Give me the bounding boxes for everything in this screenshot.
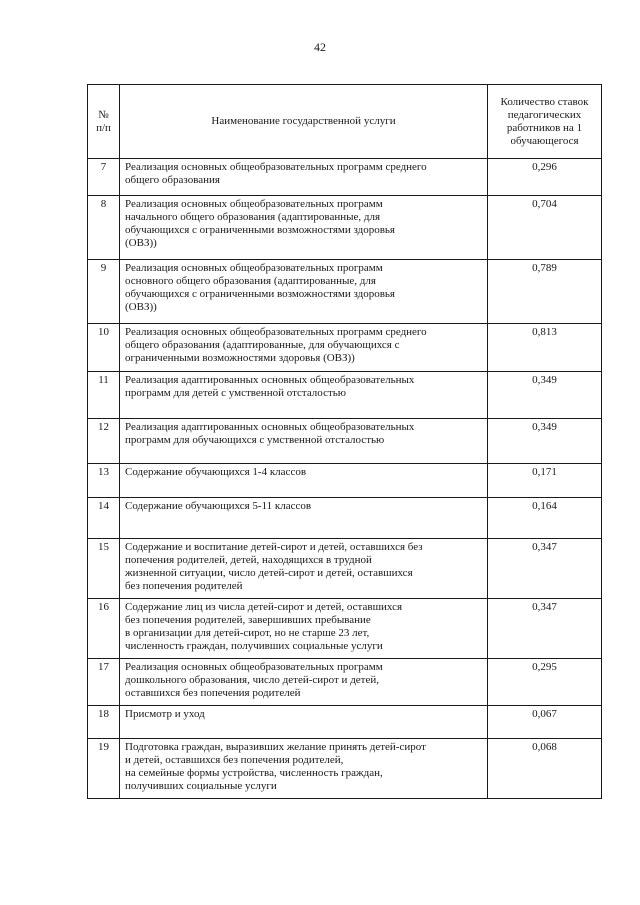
services-table xyxy=(87,84,602,799)
staff-rate-value: 0,347 xyxy=(488,599,602,659)
staff-rate-value: 0,347 xyxy=(488,539,602,599)
header-staff-rate: Количество ставок педагогических работников на 1 обучающегося xyxy=(488,85,602,159)
table-row xyxy=(88,372,602,419)
row-number: 18 xyxy=(88,706,120,739)
table-row xyxy=(88,659,602,706)
table-row xyxy=(88,159,602,196)
service-name: Реализация основных общеобразовательных программ дошкольного образования, число детей-сирот и детей, оставшихся без попечения родителей xyxy=(120,659,488,706)
staff-rate-value: 0,349 xyxy=(488,419,602,464)
service-name: Присмотр и уход xyxy=(120,706,488,739)
table-row xyxy=(88,599,602,659)
page-number: 42 xyxy=(314,40,326,54)
staff-rate-value: 0,349 xyxy=(488,372,602,419)
service-name: Подготовка граждан, выразивших желание принять детей-сирот и детей, оставшихся без попечения родителей, на семейные формы устройства, численность граждан, получивших социальные услуги xyxy=(120,739,488,799)
service-name: Реализация основных общеобразовательных программ среднего общего образования xyxy=(120,159,488,196)
row-number: 15 xyxy=(88,539,120,599)
staff-rate-value: 0,068 xyxy=(488,739,602,799)
staff-rate-value: 0,164 xyxy=(488,498,602,539)
staff-rate-value: 0,171 xyxy=(488,464,602,498)
table-row xyxy=(88,706,602,739)
table-row xyxy=(88,539,602,599)
service-name: Реализация основных общеобразовательных программ среднего общего образования (адаптированные, для обучающихся с ограниченными возможностями здоровья (ОВЗ)) xyxy=(120,324,488,372)
table-row xyxy=(88,196,602,260)
service-name: Реализация основных общеобразовательных программ начального общего образования (адаптированные, для обучающихся с ограниченными возможностями здоровья (ОВЗ)) xyxy=(120,196,488,260)
service-name: Реализация основных общеобразовательных программ основного общего образования (адаптированные, для обучающихся с ограниченными возможностями здоровья (ОВЗ)) xyxy=(120,260,488,324)
staff-rate-value: 0,704 xyxy=(488,196,602,260)
row-number: 19 xyxy=(88,739,120,799)
row-number: 9 xyxy=(88,260,120,324)
table-row xyxy=(88,464,602,498)
table-row xyxy=(88,739,602,799)
row-number: 16 xyxy=(88,599,120,659)
staff-rate-value: 0,813 xyxy=(488,324,602,372)
table-header-row xyxy=(88,85,602,159)
row-number: 7 xyxy=(88,159,120,196)
row-number: 12 xyxy=(88,419,120,464)
row-number: 13 xyxy=(88,464,120,498)
staff-rate-value: 0,295 xyxy=(488,659,602,706)
staff-rate-value: 0,296 xyxy=(488,159,602,196)
row-number: 11 xyxy=(88,372,120,419)
staff-rate-value: 0,789 xyxy=(488,260,602,324)
service-name: Реализация адаптированных основных общеобразовательных программ для обучающихся с умственной отсталостью xyxy=(120,419,488,464)
service-name: Содержание обучающихся 1-4 классов xyxy=(120,464,488,498)
table-row xyxy=(88,498,602,539)
row-number: 10 xyxy=(88,324,120,372)
table-row xyxy=(88,260,602,324)
service-name: Реализация адаптированных основных общеобразовательных программ для детей с умственной отсталостью xyxy=(120,372,488,419)
row-number: 8 xyxy=(88,196,120,260)
staff-rate-value: 0,067 xyxy=(488,706,602,739)
service-name: Содержание и воспитание детей-сирот и детей, оставшихся без попечения родителей, детей, находящихся в трудной жизненной ситуации, число детей-сирот и детей, оставшихся без попечения родителей xyxy=(120,539,488,599)
row-number: 17 xyxy=(88,659,120,706)
header-service-name: Наименование государственной услуги xyxy=(120,85,488,159)
table-row xyxy=(88,419,602,464)
service-name: Содержание обучающихся 5-11 классов xyxy=(120,498,488,539)
header-number: № п/п xyxy=(88,85,120,159)
row-number: 14 xyxy=(88,498,120,539)
table-row xyxy=(88,324,602,372)
service-name: Содержание лиц из числа детей-сирот и детей, оставшихся без попечения родителей, завершивших пребывание в организации для детей-сирот, но не старше 23 лет, численность граждан, получивших социальные услуги xyxy=(120,599,488,659)
